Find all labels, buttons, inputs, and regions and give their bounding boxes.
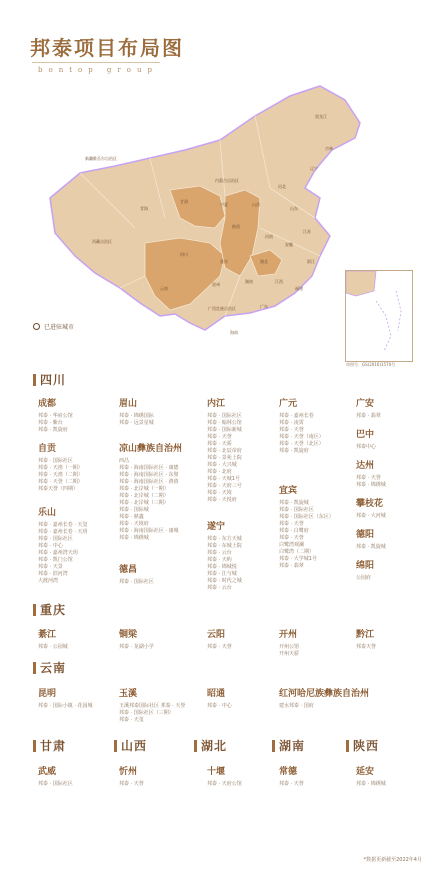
city-block-dazhou: [356, 458, 386, 489]
project-item: 邦泰 · 江与城: [207, 571, 237, 577]
project-item: 邦泰 · 天骄: [207, 441, 232, 447]
region-header-yunnan: [33, 659, 66, 676]
map-label-sichuan: 四川: [180, 252, 188, 257]
city-block-yuxi: [119, 686, 185, 724]
city-block-yibin: [279, 483, 334, 570]
region-bar: [33, 740, 36, 752]
city-name: 凉山彝族自治州: [119, 444, 183, 454]
project-item: 邦泰 · 滨河湾: [38, 571, 68, 577]
project-item: 邦泰 · 国际新城: [207, 427, 242, 433]
city-name: 红河哈尼族彝族自治州: [279, 689, 370, 699]
city-name: 乐山: [38, 508, 57, 518]
project-item: 开州公馆: [279, 644, 300, 650]
map-label-ningxia: 宁夏: [220, 202, 228, 207]
title-underline: [32, 62, 160, 63]
project-item: 邦泰 · 锦城悦: [207, 564, 237, 570]
map-label-heilongjiang: 黑龙江: [315, 114, 327, 119]
project-item: 邦泰 · 天屿: [207, 557, 232, 563]
project-item: 邦泰 · 北岸城（一期）: [119, 486, 169, 492]
project-item: 邦泰 · 翡翠: [279, 563, 304, 569]
city-block-zhaotong: [207, 686, 232, 710]
project-item: 邦泰 · 天誉: [279, 781, 304, 787]
city-name: 武威: [38, 767, 57, 777]
project-item: 邦泰 · 嘉州长卷 · 天玺: [38, 522, 88, 528]
map-label-hebei: 河北: [278, 184, 286, 189]
map-label-jilin: 吉林: [325, 146, 333, 151]
region-bar: [194, 740, 197, 752]
project-item: 邦泰 · 天誉: [279, 521, 304, 527]
city-block-guangan: [356, 396, 381, 420]
city-name: 遂宁: [207, 522, 226, 532]
project-item: 玉溪邦泰国际社区 邦泰 · 天誉: [119, 703, 186, 709]
project-item: 邦泰 · 天悦府: [207, 497, 237, 503]
project-item: 邦泰 · 紫台: [38, 420, 63, 426]
project-item: 邦泰 · 景苑上院: [207, 455, 242, 461]
map-label-shandong: 山东: [290, 206, 298, 211]
project-item: 邦泰 · 东城上院: [207, 543, 242, 549]
project-item: 邦泰 · 国际社区: [119, 579, 154, 585]
project-item: 白鹭湾观澜: [279, 542, 305, 548]
project-item: 开州天骄: [279, 651, 300, 657]
city-name: 广安: [356, 399, 375, 409]
city-name: 昭通: [207, 689, 226, 699]
map-source-note: 审图号：GS(2016)1570号: [346, 362, 396, 367]
city-block-wuwei: [38, 764, 73, 788]
region-title: 陕西: [353, 739, 380, 753]
map-label-jiangxi: 江西: [275, 279, 283, 284]
city-name: 攀枝花: [356, 499, 384, 509]
city-name: 昆明: [38, 689, 57, 699]
project-item: 公园府: [356, 575, 372, 581]
project-item: 邦泰 · 凯旋府: [279, 448, 309, 454]
map-label-xinjiang: 新疆维吾尔自治区: [85, 156, 117, 161]
city-name: 达州: [356, 461, 375, 471]
region-bar: [33, 662, 36, 674]
map-label-guizhou: 贵州: [212, 282, 220, 287]
project-item: 邦泰 · 大兴城: [207, 462, 237, 468]
project-item: 邦泰 · 天誉: [119, 781, 144, 787]
project-item: 邦泰 · 国际社区: [38, 781, 73, 787]
region-bar: [272, 740, 275, 752]
project-item: 邦泰 · 东方天城: [207, 536, 242, 542]
project-item: 邦泰 · 凯门公馆: [38, 557, 73, 563]
project-item: 邦泰 · 云台: [207, 550, 232, 556]
project-item: 邦泰 · 翰林公馆: [207, 420, 242, 426]
project-item: 邦泰天誉（四期）: [38, 486, 79, 492]
project-item: 邦泰 · 天城1号: [207, 476, 240, 482]
region-header-hunan: [272, 737, 305, 754]
project-item: 邦泰 · 嘉州长卷: [279, 413, 314, 419]
city-block-liangshan: [119, 441, 182, 542]
region-header-shaanxi: [346, 737, 379, 754]
city-block-xinzhou: [119, 764, 144, 788]
region-header-gansu: [33, 737, 66, 754]
project-item: 邦泰 · 大河城: [356, 513, 386, 519]
project-item: 邦泰 · 国际社区: [38, 536, 73, 542]
map-label-neimenggu: 内蒙古自治区: [215, 178, 239, 183]
city-block-chengdu: [38, 396, 73, 434]
region-title: 山西: [121, 739, 148, 753]
legend-dot-icon: [33, 323, 40, 330]
city-name: 宜宾: [279, 486, 298, 496]
city-name: 眉山: [119, 399, 138, 409]
legend-label: 已进驻城市: [44, 324, 75, 331]
page-title: 邦泰项目布局图: [30, 36, 184, 60]
city-name: 常德: [279, 767, 298, 777]
city-name: 忻州: [119, 767, 138, 777]
project-item: 邦泰 · 中心: [207, 703, 232, 709]
project-item: 邦泰 · 龙湖小学: [119, 644, 154, 650]
city-block-neijiang: [207, 396, 242, 504]
city-block-shiyan: [207, 764, 242, 788]
project-item: 邦泰 · 凯旋城: [279, 500, 309, 506]
city-block-guangyuan: [279, 396, 324, 455]
project-item: 邦泰 · 天景: [38, 564, 63, 570]
project-item: 邦泰 · 海南国际社区 · 康城: [119, 528, 179, 534]
map-label-zhejiang: 浙江: [307, 259, 315, 264]
project-item: 邦泰 · 远景星城: [119, 420, 154, 426]
project-item: 邦泰 · 天禧（一期）: [38, 465, 83, 471]
project-item: 邦泰 · 国际城: [119, 507, 149, 513]
project-item: 邦泰 · 天誉: [207, 644, 232, 650]
city-name: 十堰: [207, 767, 226, 777]
project-item: 邦泰 · 海南国际社区 · 康德: [119, 465, 179, 471]
project-item: 邦泰 · 天禧（二期）: [38, 472, 83, 478]
project-item: 邦泰 · 国际社区: [38, 458, 73, 464]
project-item: 邦泰 · 海南国际社区 · 东璧: [119, 472, 179, 478]
city-name: 德昌: [119, 565, 138, 575]
project-item: 邦泰 · 公园城: [38, 644, 68, 650]
project-item: 邦泰 · 天誉: [279, 535, 304, 541]
city-block-yunyang: [207, 627, 232, 651]
project-item: 邦泰 · 天誉（南区）: [279, 434, 324, 440]
project-item: 邦泰 · 大学城1号: [279, 556, 317, 562]
project-item: 邦泰 · 天誉（二期）: [38, 479, 83, 485]
project-item: 邦泰 · 嘉州湾天玥: [38, 550, 78, 556]
city-name: 黔江: [356, 630, 375, 640]
map-label-fujian: 福建: [295, 286, 303, 291]
project-item: 邦泰 · 北岸城（三期）: [119, 500, 169, 506]
region-title: 湖南: [279, 739, 306, 753]
project-item: 邦泰 · 天境府: [119, 521, 149, 527]
region-title: 重庆: [40, 603, 67, 617]
project-item: 邦泰 · 北辰帝府: [207, 448, 242, 454]
region-title: 云南: [40, 661, 67, 675]
region-header-shanxi: [114, 737, 147, 754]
city-name: 玉溪: [119, 689, 138, 699]
map-label-hubei: 湖北: [260, 259, 268, 264]
city-name: 巴中: [356, 430, 375, 440]
project-item: 邦泰 · 锦绣城: [356, 482, 386, 488]
project-item: 邦泰 · 凌霄: [279, 420, 304, 426]
region-title: 甘肃: [40, 739, 67, 753]
project-item: 邦泰 · 国际小镇 · 花园城: [38, 703, 93, 709]
city-name: 开州: [279, 630, 298, 640]
region-bar: [114, 740, 117, 752]
project-item: 邦泰 · 国际社区（东区）: [279, 514, 334, 520]
map-label-henan: 河南: [265, 234, 273, 239]
region-header-sichuan: [33, 371, 66, 388]
region-title: 湖北: [201, 739, 228, 753]
city-block-kaizhou: [279, 627, 299, 658]
project-item: 邦泰 · 云台: [207, 585, 232, 591]
city-name: 绵阳: [356, 561, 375, 571]
map-label-jiangsu: 江苏: [303, 229, 311, 234]
map-label-shaanxi: 陕西: [232, 224, 240, 229]
map-label-gansu: 甘肃: [180, 199, 188, 204]
project-item: 白鹭湾（二期）: [279, 549, 315, 555]
map-label-hunan: 湖南: [245, 279, 253, 284]
city-name: 成都: [38, 399, 57, 409]
project-item: 邦泰 · 中心: [38, 543, 63, 549]
south-china-sea-inset: [345, 270, 413, 362]
page-subtitle: bontop group: [38, 66, 158, 74]
project-item: 邦泰 · 锦绣城: [119, 535, 149, 541]
region-header-hubei: [194, 737, 227, 754]
map-label-qinghai: 青海: [140, 206, 148, 211]
city-block-suining: [207, 519, 242, 592]
city-name: 延安: [356, 767, 375, 777]
project-item: 邦泰 · 嘉州长卷 · 天玥: [38, 529, 88, 535]
data-footnote: *数据更新截至2022年4月: [363, 857, 422, 863]
map-label-chongqing: 重庆: [220, 259, 228, 264]
city-block-panzhihua: [356, 496, 386, 520]
city-name: 内江: [207, 399, 226, 409]
region-bar: [346, 740, 349, 752]
city-block-bazhong: [356, 427, 376, 451]
map-label-guangdong: 广东: [260, 304, 268, 309]
region-title: 四川: [40, 373, 67, 387]
project-item: 邦泰 · 海南国际社区 · 鸿禧: [119, 479, 179, 485]
city-block-dechang: [119, 562, 154, 586]
project-item: 大渡河湾: [38, 578, 59, 584]
project-item: 邦泰 · 北岸城（二期）: [119, 493, 169, 499]
map-label-guangxi: 广西壮族自治区: [208, 306, 236, 311]
city-block-changde: [279, 764, 304, 788]
project-item: 邦泰 · 国际社区: [207, 413, 242, 419]
inset-map: [346, 271, 412, 361]
city-name: 綦江: [38, 630, 57, 640]
map-legend: [33, 322, 74, 331]
map-label-yunnan: 云南: [160, 286, 168, 291]
project-item: 邦泰中心: [356, 444, 377, 450]
map-label-anhui: 安徽: [285, 242, 293, 247]
city-block-deyang: [356, 527, 386, 551]
city-block-tongliang: [119, 627, 154, 651]
project-item: 邦泰 · 天誉: [356, 475, 381, 481]
project-item: 邦泰 · 天玺: [119, 717, 144, 723]
project-item: 邦泰 · 天境: [207, 490, 232, 496]
project-item: 邦泰 · 鼎鑫: [119, 514, 144, 520]
project-item: 邦泰 · 锦绣国际: [119, 413, 154, 419]
city-block-honghe: [279, 686, 369, 710]
city-name: 云阳: [207, 630, 226, 640]
city-block-leshan: [38, 505, 88, 585]
city-block-meishan: [119, 396, 154, 427]
project-item: 邦泰 · 翡翠: [356, 413, 381, 419]
project-item: 邦泰 · 国际社区: [279, 507, 314, 513]
project-item: 邦泰 · 天誉: [279, 427, 304, 433]
region-bar: [33, 374, 36, 386]
city-name: 广元: [279, 399, 298, 409]
project-item: 邦泰 · 北府: [207, 469, 232, 475]
project-item: 邦泰天誉: [356, 644, 377, 650]
project-item: 邦泰 · 天誉（北区）: [279, 441, 324, 447]
project-item: 邦泰 · 天府公馆: [207, 781, 242, 787]
project-item: 邦泰 · 时代之城: [207, 578, 242, 584]
city-block-qianjiang: [356, 627, 376, 651]
city-block-mianyang: [356, 558, 374, 582]
city-name: 德阳: [356, 530, 375, 540]
map-label-shanxi: 山西: [252, 202, 260, 207]
city-block-zigong: [38, 441, 83, 493]
project-item: 邦泰 · 锦绣城: [356, 781, 386, 787]
project-item: 邦泰 · 天誉: [207, 434, 232, 440]
project-item: 邦泰 · 凯旋府: [38, 427, 68, 433]
project-item: 建水邦泰 · 国府: [279, 703, 314, 709]
project-item: 邦泰 · 华府公馆: [38, 413, 73, 419]
city-block-kunming: [38, 686, 93, 710]
project-item: 西昌: [119, 458, 130, 464]
map-label-hainan: 海南: [230, 330, 238, 335]
city-block-yanan: [356, 764, 386, 788]
project-item: 邦泰 · 天府三号: [207, 483, 242, 489]
map-label-liaoning: 辽宁: [310, 166, 318, 171]
project-item: 邦泰 · 国际社区（三期）: [119, 710, 174, 716]
city-block-qijiang: [38, 627, 68, 651]
project-item: 邦泰 · 凯旋城: [356, 544, 386, 550]
map-label-tibet: 西藏自治区: [92, 239, 112, 244]
city-name: 自贡: [38, 444, 57, 454]
city-name: 铜梁: [119, 630, 138, 640]
project-item: 邦泰 · 白鹭府: [279, 528, 309, 534]
region-header-chongqing: [33, 601, 66, 618]
region-bar: [33, 604, 36, 616]
